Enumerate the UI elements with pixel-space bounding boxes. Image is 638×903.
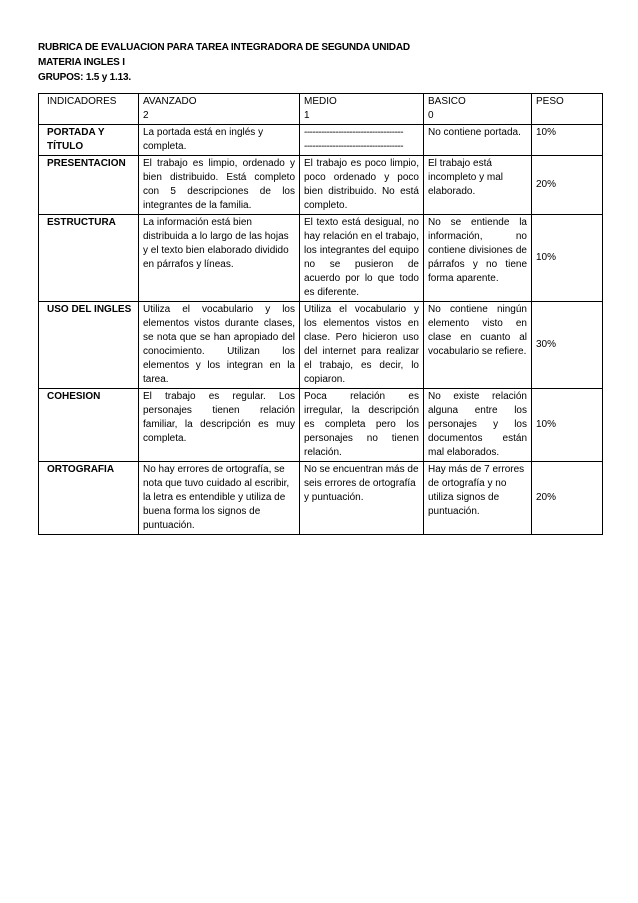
rubric-row-uso-del-ingles [39, 302, 603, 389]
indicator-cell: ESTRUCTURA [39, 215, 139, 302]
header-avanzado-label: AVANZADO [143, 96, 197, 107]
avanzado-cell: No hay errores de ortografía, se nota que tuvo cuidado al escribir, la letra es entendible y utiliza de buena forma los signos de puntuación. [139, 462, 300, 535]
medio-cell: El texto está desigual, no hay relación en el trabajo, los integrantes del equipo no se pusieron de acuerdo por lo que todo es diferente. [300, 215, 424, 302]
rubric-table [38, 93, 603, 535]
header-medio-label: MEDIO [304, 96, 337, 107]
header-avanzado-score: 2 [143, 110, 149, 121]
header-avanzado [139, 94, 300, 125]
rubric-row-ortografia [39, 462, 603, 535]
indicator-cell: PORTADA Y TÍTULO [39, 125, 139, 156]
peso-cell: 10% [532, 125, 603, 156]
basico-cell: No existe relación alguna entre los personajes y los documentos están mal elaborados. [424, 389, 532, 462]
avanzado-cell: La información está bien distribuida a lo largo de las hojas y el texto bien elaborado dividido en párrafos y líneas. [139, 215, 300, 302]
peso-cell: 30% [532, 302, 603, 389]
indicator-cell: PRESENTACION [39, 156, 139, 215]
header-basico-score: 0 [428, 110, 434, 121]
peso-cell: 20% [532, 462, 603, 535]
medio-cell: No se encuentran más de seis errores de ortografía y puntuación. [300, 462, 424, 535]
subject-line: MATERIA INGLES I [38, 57, 125, 68]
basico-cell: No contiene ningún elemento visto en clase en cuanto al vocabulario se refiere. [424, 302, 532, 389]
peso-cell: 10% [532, 389, 603, 462]
header-basico-label: BASICO [428, 96, 466, 107]
avanzado-cell: El trabajo es limpio, ordenado y bien distribuido. Está completo con 5 descripciones de los integrantes de la familia. [139, 156, 300, 215]
header-basico [424, 94, 532, 125]
header-medio [300, 94, 424, 125]
rubric-row-cohesion [39, 389, 603, 462]
indicator-cell: USO DEL INGLES [39, 302, 139, 389]
peso-cell: 10% [532, 215, 603, 302]
medio-cell: Poca relación es irregular, la descripción es completa pero los personajes no tienen relación. [300, 389, 424, 462]
rubric-row-presentacion [39, 156, 603, 215]
avanzado-cell: El trabajo es regular. Los personajes tienen relación familiar, la descripción es muy completa. [139, 389, 300, 462]
avanzado-cell: Utiliza el vocabulario y los elementos vistos durante clases, se nota que se han apropiado del conocimiento. Utilizan los elementos y los integran en la tarea. [139, 302, 300, 389]
document-header [38, 40, 410, 85]
header-medio-score: 1 [304, 110, 310, 121]
header-peso: PESO [532, 94, 603, 125]
basico-cell: No contiene portada. [424, 125, 532, 156]
basico-cell: Hay más de 7 errores de ortografía y no utiliza signos de puntuación. [424, 462, 532, 535]
medio-cell: El trabajo es poco limpio, poco ordenado y poco bien distribuido. No está completo. [300, 156, 424, 215]
groups-line: GRUPOS: 1.5 y 1.13. [38, 72, 131, 83]
header-indicadores: INDICADORES [39, 94, 139, 125]
avanzado-cell: La portada está en inglés y completa. [139, 125, 300, 156]
medio-cell: ----------------------------------- ----------------------------------- [300, 125, 424, 156]
indicator-cell: ORTOGRAFIA [39, 462, 139, 535]
basico-cell: No se entiende la información, no contiene divisiones de párrafos y no tiene forma aparente. [424, 215, 532, 302]
rubric-row-estructura [39, 215, 603, 302]
rubric-header-row [39, 94, 603, 125]
indicator-cell: COHESION [39, 389, 139, 462]
rubric-row-portada [39, 125, 603, 156]
basico-cell: El trabajo está incompleto y mal elaborado. [424, 156, 532, 215]
peso-cell: 20% [532, 156, 603, 215]
medio-cell: Utiliza el vocabulario y los elementos vistos en clase. Pero hicieron uso del internet para realizar el trabajo, es decir, lo copiaron. [300, 302, 424, 389]
document-title: RUBRICA DE EVALUACION PARA TAREA INTEGRADORA DE SEGUNDA UNIDAD [38, 42, 410, 53]
